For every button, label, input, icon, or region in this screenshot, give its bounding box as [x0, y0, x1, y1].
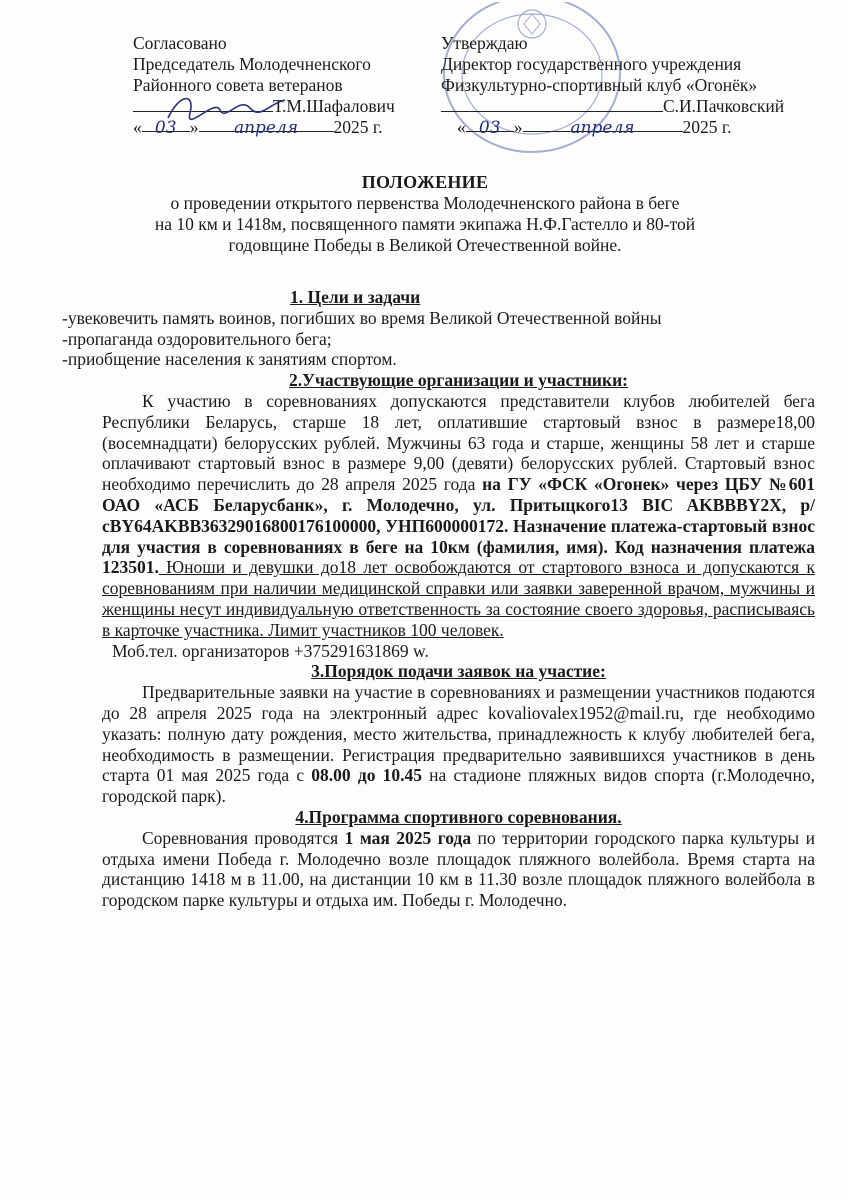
document-title: ПОЛОЖЕНИЕ	[361, 172, 489, 192]
agreed-name: Т.М.Шафалович	[273, 96, 395, 116]
section-1-heading: 1. Цели и задачи	[290, 287, 421, 307]
section-1-item: -приобщение населения к занятиям спортом.	[62, 349, 397, 370]
agreed-month: апреля	[233, 118, 299, 138]
document-subtitle-2: на 10 км и 1418м, посвященного памяти экипажа Н.Ф.Гастелло и 80-той	[154, 214, 696, 234]
section-2-heading: 2.Участвующие организации и участники:	[288, 370, 629, 391]
approve-day: 03	[478, 118, 501, 138]
section-1-item: -пропаганда оздоровительного бега;	[62, 328, 332, 349]
signature-left	[160, 88, 290, 128]
document-body	[62, 287, 816, 911]
date-quote-open: «	[133, 117, 142, 137]
approve-date-line	[441, 117, 821, 138]
agreed-year: 2025 г.	[333, 117, 383, 137]
section-4-heading: 4.Программа спортивного соревнования.	[295, 806, 622, 827]
section-4-paragraph: Соревнования проводятся 1 мая 2025 года по территории городского парка культуры и отдыха имени Победа г. Молодечно возле площадок пляжного волейбола. Время старта на дистанцию 1418 м в 11.00, на дистанции 10 км в 11.30 возле площадок пляжного волейбола в городском парке культуры и отдыха им. Победы г. Молодечно.	[102, 827, 815, 911]
approval-right-block	[441, 33, 821, 138]
approve-position: Директор государственного учреждения	[441, 54, 742, 74]
approve-label: Утверждаю	[441, 33, 528, 53]
agreed-day: 03	[154, 118, 177, 138]
organizer-phone: Моб.тел. организаторов +375291631869 w.	[112, 640, 429, 661]
agreed-position: Председатель Молодечненского	[133, 54, 371, 74]
section-3-paragraph: Предварительные заявки на участие в соревнованиях и размещении участников подаются до 28 апреля 2025 года на электронный адрес kovaliovalex1952@mail.ru, где необходимо указать: полную дату рождения, место жительства, принадлежность к клубу любителей бега, необходимость в размещении. Регистрация предварительно заявившихся участников в день старта 01 мая 2025 года с 08.00 до 10.45 на стадионе пляжных видов спорта (г.Молодечно, городской парк).	[102, 682, 815, 807]
approve-name: С.И.Пачковский	[663, 96, 785, 116]
approve-year: 2025 г.	[682, 117, 732, 137]
agreed-organization: Районного совета ветеранов	[133, 75, 343, 95]
document-title-block	[90, 172, 760, 256]
section-2-paragraph: К участию в соревнованиях допускаются представители клубов любителей бега Республики Беларусь, старше 18 лет, оплатившие стартовый взнос в размере18,00 (восемнадцати) белорусских рублей. Мужчины 63 года и старше, женщины 58 лет и старше оплачивают стартовый взнос в размере 9,00 (девяти) белорусских рублей. Стартовый взнос необходимо перечислить до 28 апреля 2025 года на ГУ «ФСК «Огонек» через ЦБУ №601 ОАО «АСБ Беларусбанк», г. Молодечно, ул. Притыцкого13 BIC AKBBBY2X, р/сBY64AKBB36329016800176100000, УНП600000172. Назначение платежа-стартовый взнос для участия в соревнованиях в беге на 10км (фамилия, имя). Код назначения платежа 123501. Юноши и девушки до18 лет освобождаются от стартового взноса и допускаются к соревнованиям при наличии медицинской справки или заявки заверенной врачом, мужчины и женщины несут индивидуальную ответственность за состояние своего здоровья, расписываясь в карточке участника. Лимит участников 100 человек.	[102, 390, 816, 640]
section-3-heading: 3.Порядок подачи заявок на участие:	[311, 661, 606, 682]
agreed-label: Согласовано	[133, 33, 227, 53]
approve-organization: Физкультурно-спортивный клуб «Огонёк»	[441, 75, 758, 95]
document-subtitle-3: годовщине Победы в Великой Отечественной войне.	[228, 235, 622, 255]
date-quote-open: «	[457, 117, 466, 137]
section-1-item: -увековечить память воинов, погибших во время Великой Отечественной войны	[62, 307, 662, 328]
date-quote-close: »	[189, 117, 199, 137]
document-subtitle-1: о проведении открытого первенства Молодечненского района в беге	[170, 193, 680, 213]
date-quote-close: »	[513, 117, 523, 137]
approve-signature-line	[441, 96, 821, 117]
approve-month: апреля	[570, 118, 635, 138]
